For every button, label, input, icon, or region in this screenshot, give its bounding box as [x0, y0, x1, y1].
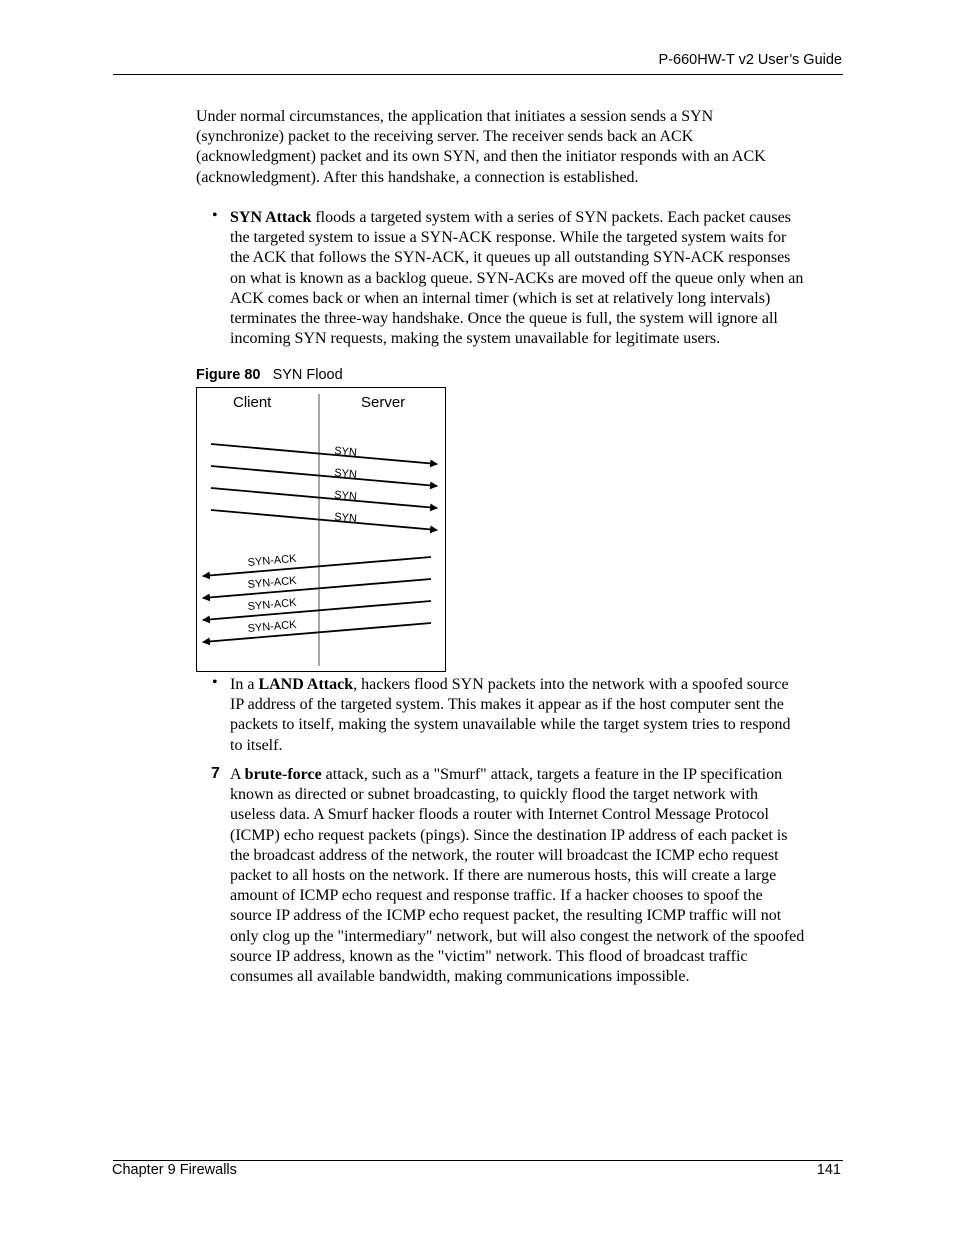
syn-arrow	[211, 466, 437, 486]
text-line	[230, 785, 804, 805]
text-line	[230, 208, 803, 228]
text-line	[230, 906, 804, 926]
text-line	[230, 309, 803, 329]
brute-force-paragraph	[230, 765, 804, 987]
text-segment: only clog up the "intermediary" network, but will also congest the network of the spoofed	[230, 927, 805, 945]
text-line	[230, 248, 803, 268]
text-segment: useless data. A Smurf hacker floods a router with Internet Control Message Protocol	[230, 806, 769, 824]
syn-ack-arrow	[203, 579, 431, 598]
syn-label: SYN	[333, 511, 358, 525]
text-segment: the targeted system to issue a SYN-ACK response. While the targeted system waits for	[230, 229, 787, 247]
text-segment: A	[230, 766, 245, 783]
text-line	[230, 866, 804, 886]
syn-flood-diagram	[196, 387, 446, 672]
syn-ack-arrow	[203, 557, 431, 576]
text-line	[230, 228, 803, 248]
text-line	[196, 107, 766, 127]
text-segment: the broadcast address of the network, the router will broadcast the ICMP echo request	[230, 846, 779, 864]
syn-arrow	[211, 510, 437, 530]
bold-term: brute-force	[244, 766, 322, 783]
figure-label: Figure 80	[196, 367, 261, 383]
syn-attack-paragraph	[230, 208, 803, 349]
text-segment: amount of ICMP echo request and response traffic. If a hacker chooses to spoof the	[230, 887, 763, 905]
text-line	[230, 805, 804, 825]
text-segment: known as directed or subnet broadcasting, to quickly flood the target network with	[230, 786, 759, 804]
text-line	[230, 289, 803, 309]
text-segment: packets to itself, making the system unavailable while the target system tries to respond	[230, 716, 791, 734]
text-segment: incoming SYN requests, making the system unavailable for legitimate users.	[230, 330, 721, 348]
text-segment: terminates the three-way handshake. Once the queue is full, the system will ignore all	[230, 309, 778, 327]
text-line	[230, 329, 803, 349]
header-rule	[113, 74, 843, 75]
figure-title: SYN Flood	[272, 367, 343, 383]
text-line	[230, 269, 803, 289]
text-segment: source IP address, known as the "victim" network. This flood of broadcast traffic	[230, 947, 748, 965]
syn-ack-label: SYN-ACK	[247, 552, 297, 569]
text-segment: In a	[230, 676, 259, 693]
text-segment: (synchronize) packet to the receiving server. The receiver sends back an ACK	[196, 128, 694, 146]
text-segment: (ICMP) echo request packets (pings). Since the destination IP address of each packet is	[230, 826, 788, 844]
text-segment: attack, such as a "Smurf" attack, targets a feature in the IP specification	[321, 766, 783, 783]
text-line	[196, 147, 766, 167]
text-line	[230, 826, 804, 846]
client-label: Client	[233, 394, 272, 411]
text-line	[230, 886, 804, 906]
text-segment: (acknowledgment) packet and its own SYN, and then the initiator responds with an ACK	[196, 148, 766, 166]
footer-page-number: 141	[816, 1162, 841, 1178]
text-line	[230, 715, 790, 735]
text-line	[196, 127, 766, 147]
text-segment: floods a targeted system with a series of SYN packets. Each packet causes	[311, 209, 791, 226]
syn-ack-arrow	[203, 601, 431, 620]
text-line	[230, 967, 804, 987]
text-segment: on what is known as a backlog queue. SYN-ACKs are moved off the queue only when an	[230, 269, 804, 287]
bold-term: LAND Attack	[258, 676, 354, 693]
text-segment: ACK comes back or when an internal timer (which is set at relatively long intervals)	[230, 289, 771, 307]
bullet-land-attack: •	[212, 674, 218, 691]
text-line	[230, 736, 790, 756]
syn-label: SYN	[333, 445, 358, 459]
footer-chapter: Chapter 9 Firewalls	[112, 1162, 237, 1178]
text-line	[230, 927, 804, 947]
text-segment: to itself.	[230, 736, 283, 754]
bold-term: SYN Attack	[230, 209, 312, 226]
text-segment: consumes all available bandwidth, making communications impossible.	[230, 967, 690, 985]
header-title: P-660HW-T v2 User’s Guide	[658, 52, 842, 68]
land-attack-paragraph	[230, 675, 790, 756]
text-segment: the ACK that follows the SYN-ACK, it queues up all outstanding SYN-ACK responses	[230, 249, 791, 267]
text-line	[230, 765, 804, 785]
text-line	[230, 695, 790, 715]
text-line	[230, 675, 790, 695]
intro-paragraph	[196, 107, 766, 188]
bullet-syn-attack: •	[212, 207, 218, 224]
text-segment: packet to all hosts on the network. If there are numerous hosts, this will create a large	[230, 866, 777, 884]
text-line	[196, 168, 766, 188]
text-line	[230, 846, 804, 866]
syn-arrow	[211, 444, 437, 464]
text-segment: Under normal circumstances, the application that initiates a session sends a SYN	[196, 108, 714, 125]
footer-rule	[113, 1160, 843, 1161]
text-segment: IP address of the targeted system. This makes it appear as if the host computer sent the	[230, 696, 784, 714]
syn-label: SYN	[333, 467, 358, 481]
syn-ack-label: SYN-ACK	[247, 596, 297, 613]
syn-ack-label: SYN-ACK	[247, 574, 297, 591]
figure-caption	[196, 367, 343, 383]
text-line	[230, 947, 804, 967]
syn-ack-arrow	[203, 623, 431, 642]
syn-label: SYN	[333, 489, 358, 503]
syn-ack-label: SYN-ACK	[247, 618, 297, 635]
server-label: Server	[361, 394, 406, 411]
text-segment: source IP address of the ICMP echo request packet, the resulting ICMP traffic will not	[230, 907, 782, 925]
item-number: 7	[211, 765, 220, 782]
text-segment: , hackers flood SYN packets into the network with a spoofed source	[353, 676, 789, 693]
syn-arrow	[211, 488, 437, 508]
text-segment: (acknowledgment). After this handshake, a connection is established.	[196, 168, 639, 186]
